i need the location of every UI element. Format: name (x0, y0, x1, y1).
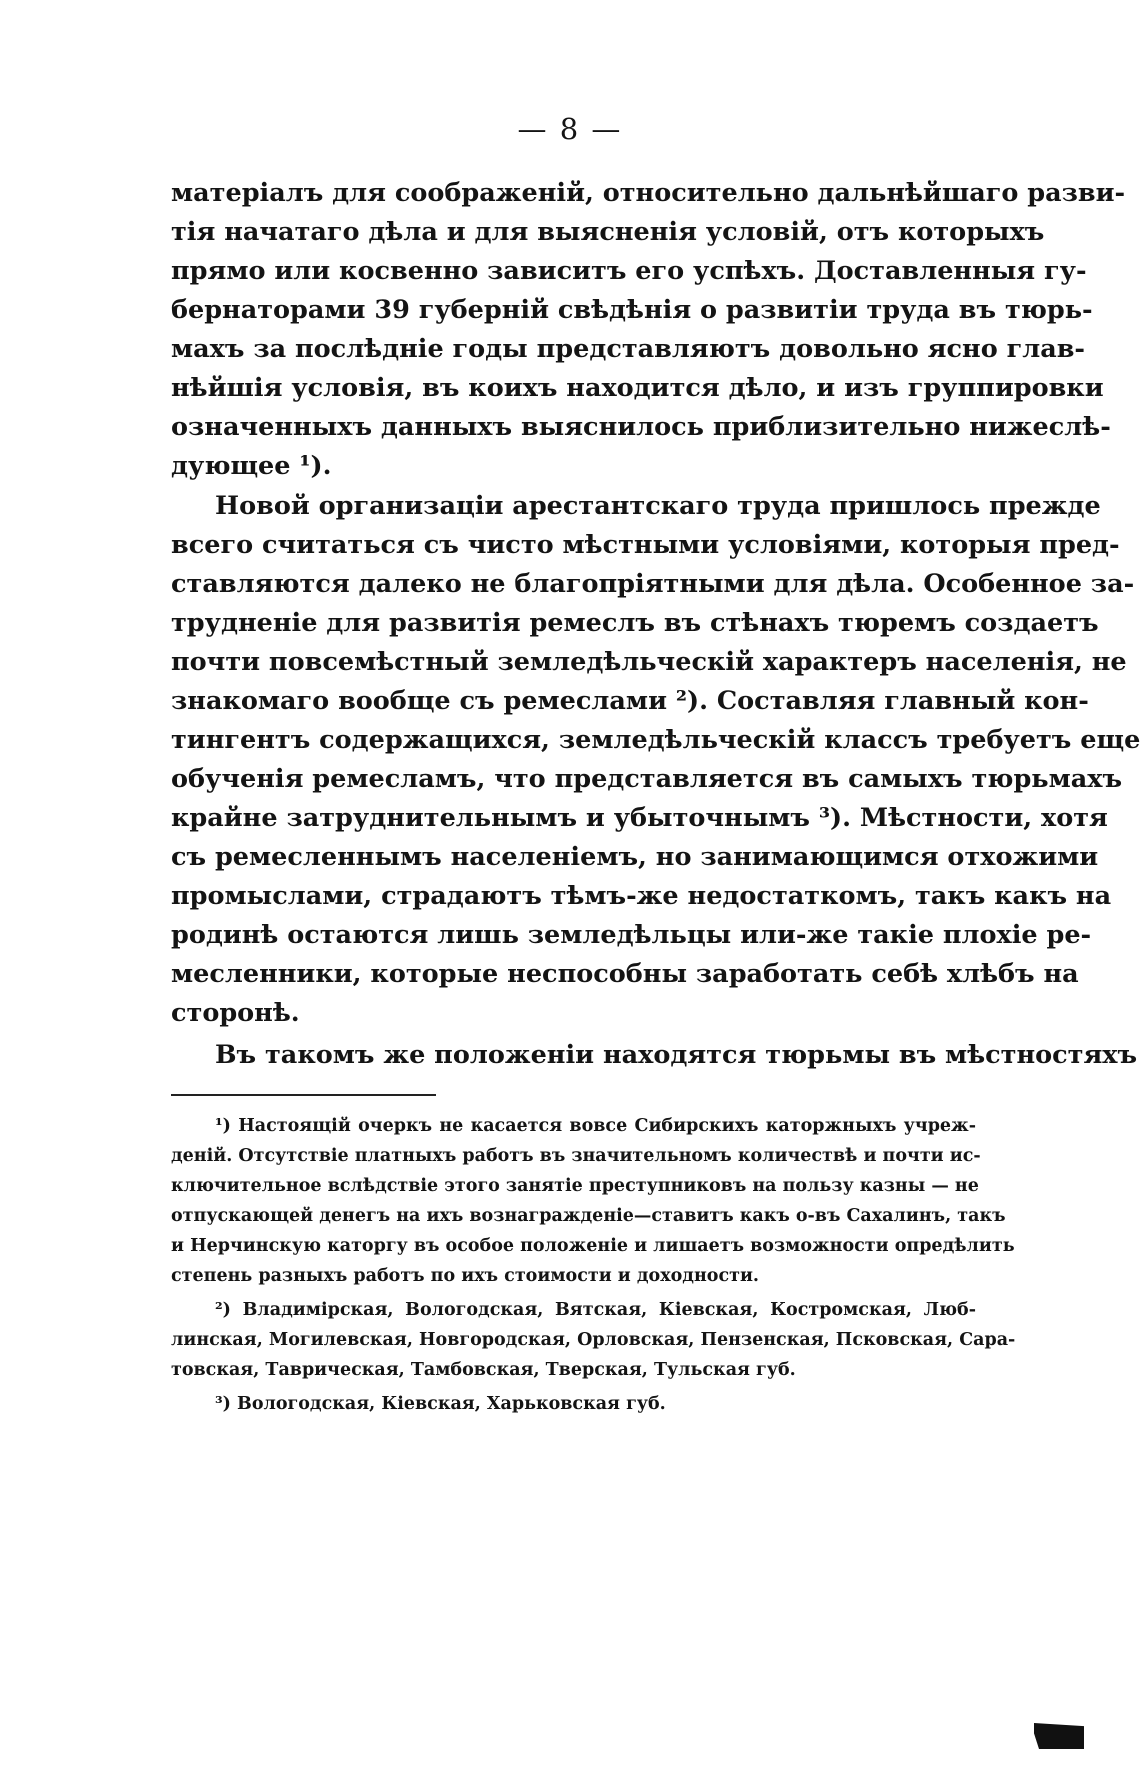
text-line: родинѣ остаются лишь земледѣльцы или-же такіе плохіе ре- (171, 920, 1092, 950)
scan-artifact (1034, 1723, 1084, 1749)
text-line: сторонѣ. (171, 998, 300, 1028)
text-line: бернаторами 39 губерній свѣдѣнія о развитіи труда въ тюрь- (171, 295, 1093, 325)
text-line: Новой организаціи арестантскаго труда пришлось прежде (215, 491, 1101, 521)
footnote-line: ключительное вслѣдствіе этого занятіе преступниковъ на пользу казны — не (171, 1176, 979, 1196)
footnote-line: линская, Могилевская, Новгородская, Орловская, Пензенская, Псковская, Сара- (171, 1330, 1016, 1350)
text-line: тингентъ содержащихся, земледѣльческій классъ требуетъ еще (171, 725, 1140, 755)
text-line: матеріалъ для соображеній, относительно дальнѣйшаго разви- (171, 178, 1126, 208)
paragraph (171, 487, 1140, 1033)
text-line: почти повсемѣстный земледѣльческій характеръ населенія, не (171, 647, 1127, 677)
footnote-line: ¹) Настоящій очеркъ не касается вовсе Сибирскихъ каторжныхъ учреж- (215, 1116, 976, 1136)
footnote-line: и Нерчинскую каторгу въ особое положеніе и лишаетъ возможности опредѣлить (171, 1236, 1015, 1256)
paragraph (171, 174, 1126, 486)
footnote-line: деній. Отсутствіе платныхъ работъ въ значительномъ количествѣ и почти ис- (171, 1146, 981, 1166)
footnote-1 (171, 1111, 1015, 1291)
text-line: трудненіе для развитія ремеслъ въ стѣнахъ тюремъ создаетъ (171, 608, 1099, 638)
text-line: промыслами, страдаютъ тѣмъ-же недостаткомъ, такъ какъ на (171, 881, 1112, 911)
text-line: Въ такомъ же положеніи находятся тюрьмы въ мѣстностяхъ (215, 1040, 1138, 1070)
text-line: означенныхъ данныхъ выяснилось приблизительно нижеслѣ- (171, 412, 1111, 442)
text-line: знакомаго вообще съ ремеслами ²). Составляя главный кон- (171, 686, 1089, 716)
text-line: тія начатаго дѣла и для выясненія условій, отъ которыхъ (171, 217, 1045, 247)
paragraph (171, 1036, 1138, 1075)
footnote-line: ²) Владимірская, Вологодская, Вятская, Кіевская, Костромская, Люб- (215, 1300, 976, 1320)
text-line: ставляются далеко не благопріятными для дѣла. Особенное за- (171, 569, 1135, 599)
text-line: крайне затруднительнымъ и убыточнымъ ³). Мѣстности, хотя (171, 803, 1108, 833)
text-line: прямо или косвенно зависитъ его успѣхъ. Доставленныя гу- (171, 256, 1087, 286)
text-line: нѣйшія условія, въ коихъ находится дѣло, и изъ группировки (171, 373, 1104, 403)
text-line: месленники, которые неспособны заработать себѣ хлѣбъ на (171, 959, 1079, 989)
text-line: съ ремесленнымъ населеніемъ, но занимающимся отхожими (171, 842, 1099, 872)
text-line: обученія ремесламъ, что представляется въ самыхъ тюрьмахъ (171, 764, 1123, 794)
page-number: — 8 — (517, 112, 623, 146)
text-line: дующее ¹). (171, 451, 332, 481)
text-line: махъ за послѣдніе годы представляютъ довольно ясно глав- (171, 334, 1086, 364)
footnote-2 (171, 1295, 1016, 1385)
footnote-divider (171, 1094, 436, 1096)
footnote-3 (171, 1389, 976, 1419)
text-line: всего считаться съ чисто мѣстными условіями, которыя пред- (171, 530, 1120, 560)
footnote-line: степень разныхъ работъ по ихъ стоимости и доходности. (171, 1266, 760, 1286)
footnote-line: отпускающей денегъ на ихъ вознагражденіе—ставитъ какъ о-въ Сахалинъ, такъ (171, 1206, 1006, 1226)
footnote-line: ³) Вологодская, Кіевская, Харьковская губ. (215, 1394, 666, 1414)
footnote-line: товская, Таврическая, Тамбовская, Тверская, Тульская губ. (171, 1360, 796, 1380)
